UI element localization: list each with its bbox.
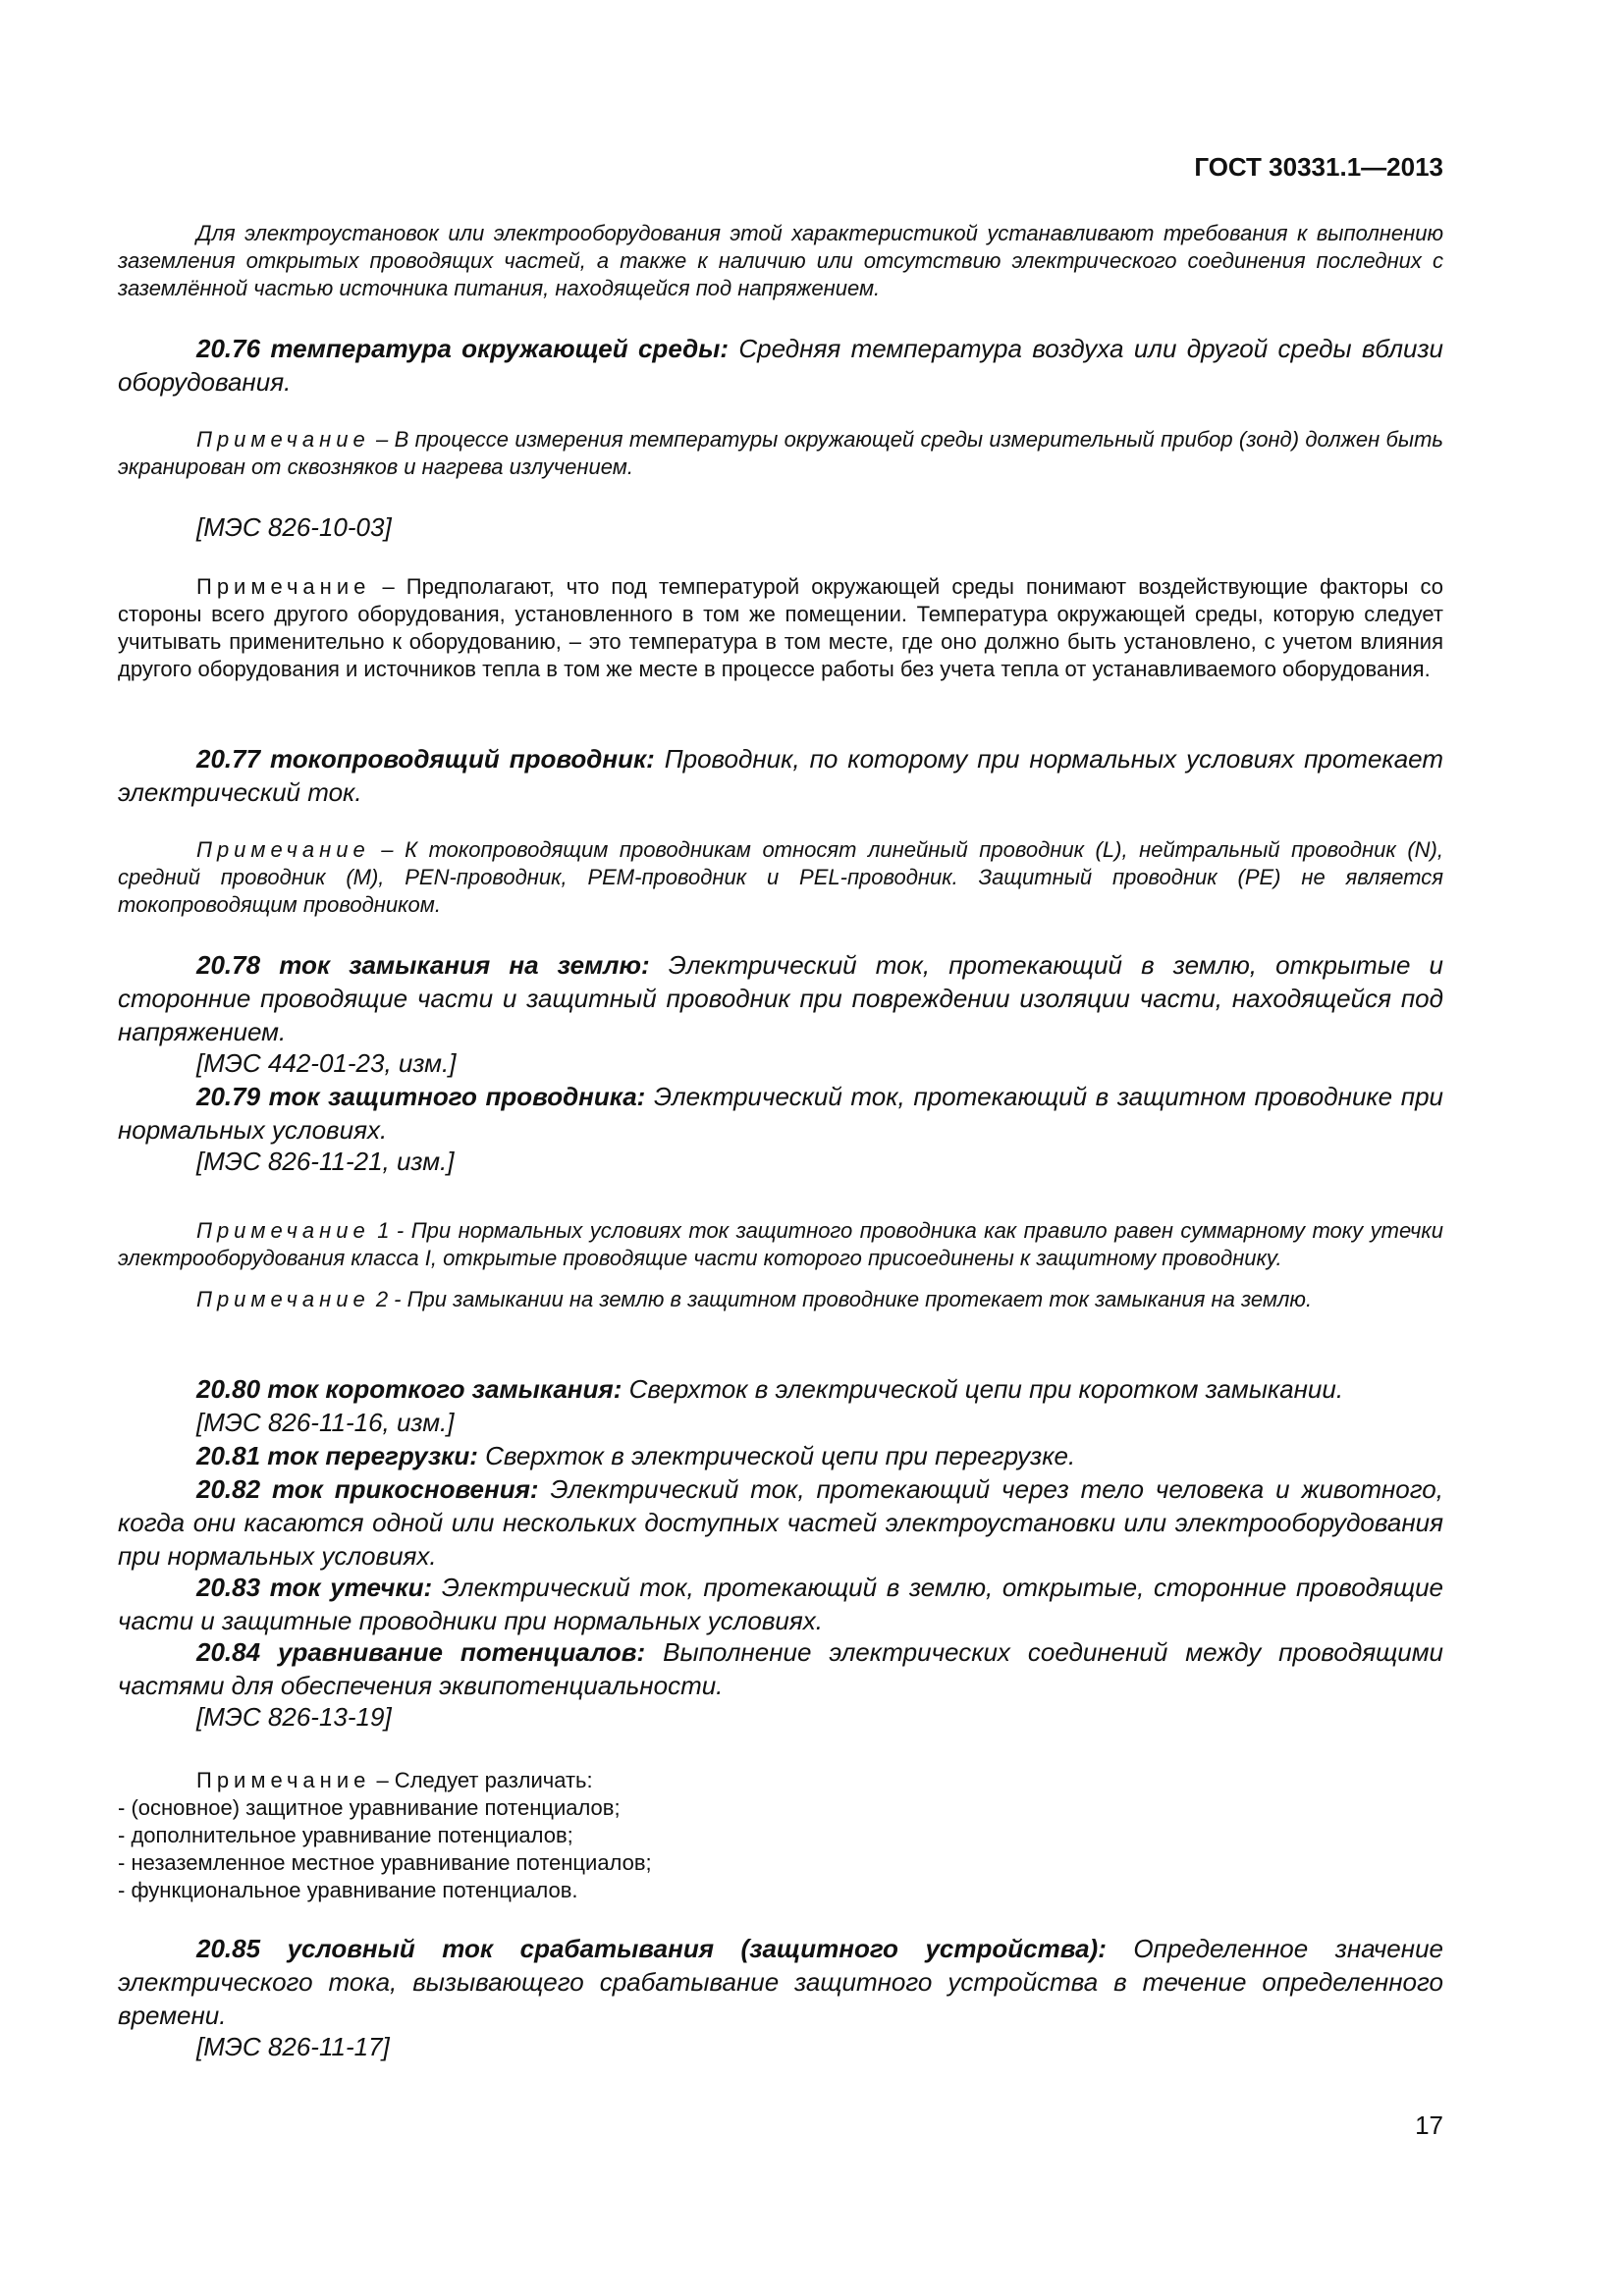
- term-20-77: [118, 742, 1443, 809]
- reference-20-79: [МЭС 826-11-21, изм.]: [196, 1147, 455, 1176]
- term-20-83: [118, 1571, 1443, 1637]
- note-20-84: [118, 1767, 1443, 1904]
- term-20-80-title: 20.80 ток короткого замыкания:: [196, 1374, 623, 1404]
- term-20-81: [118, 1439, 1443, 1472]
- term-20-76: [118, 332, 1443, 399]
- note-20-79-1-text: 1 - При нормальных условиях ток защитного проводника как правило равен суммарному току утечки электрооборудования класса I, открытые проводящие части которого присоединены к защитному проводнику.: [118, 1218, 1443, 1270]
- term-20-84: [118, 1635, 1443, 1702]
- note-label: Примечание: [196, 837, 370, 862]
- note-label: Примечание: [196, 574, 371, 599]
- list-item: - незаземленное местное уравнивание потенциалов;: [118, 1850, 652, 1875]
- term-20-78-definition: Электрический ток, протекающий в землю, открытые и сторонние проводящие части и защитный проводник при повреждении изоляции части, находящейся под напряжением.: [118, 950, 1444, 1046]
- term-20-80: [118, 1372, 1443, 1406]
- term-20-81-title: 20.81 ток перегрузки:: [196, 1441, 478, 1470]
- term-20-82: [118, 1472, 1443, 1573]
- intro-paragraph: Для электроустановок или электрооборудования этой характеристикой устанавливают требования к выполнению заземления открытых проводящих частей, а также к наличию или отсутствию электрического соединения последних с заземлённой частью источника питания, находящейся под напряжением.: [118, 221, 1443, 300]
- note-20-79-1: [118, 1217, 1443, 1272]
- reference-20-76: [МЭС 826-10-03]: [196, 512, 392, 542]
- note-20-76-b: [118, 573, 1443, 683]
- term-20-78: [118, 948, 1443, 1048]
- term-20-84-title: 20.84 уравнивание потенциалов:: [196, 1637, 646, 1667]
- term-20-76-definition: Средняя температура воздуха или другой среды вблизи оборудования.: [118, 334, 1443, 397]
- reference-20-78: [МЭС 442-01-23, изм.]: [196, 1048, 457, 1078]
- document-code: ГОСТ 30331.1—2013: [1194, 152, 1443, 182]
- term-20-85-definition: Определенное значение электрического тока, вызывающего срабатывание защитного устройства в течение определенного времени.: [118, 1934, 1443, 2030]
- note-label: Примечание: [196, 427, 370, 452]
- note-label: Примечание: [196, 1287, 370, 1311]
- note-label: Примечание: [196, 1768, 371, 1792]
- note-20-77-text: – К токопроводящим проводникам относят линейный проводник (L), нейтральный проводник (N), средний проводник (M), PEN-проводник, PEM-проводник и PEL-проводник. Защитный проводник (PE) не является токопроводящим проводником.: [118, 837, 1443, 917]
- term-20-84-definition: Выполнение электрических соединений между проводящими частями для обеспечения эквипотенциальности.: [118, 1637, 1444, 1700]
- term-20-79-definition: Электрический ток, протекающий в защитном проводнике при нормальных условиях.: [118, 1082, 1443, 1145]
- note-20-76-a: [118, 426, 1443, 481]
- page-number: 17: [1415, 2110, 1443, 2140]
- reference-20-80: [МЭС 826-11-16, изм.]: [196, 1408, 455, 1437]
- term-20-83-definition: Электрический ток, протекающий в землю, открытые, сторонние проводящие части и защитные проводники при нормальных условиях.: [118, 1573, 1443, 1635]
- note-label: Примечание: [196, 1218, 370, 1243]
- term-20-78-title: 20.78 ток замыкания на землю:: [196, 950, 650, 980]
- term-20-82-definition: Электрический ток, протекающий через тело человека и животного, когда они касаются одной или нескольких доступных частей электроустановки или электрооборудования при нормальных условиях.: [118, 1474, 1443, 1571]
- term-20-76-title: 20.76 температура окружающей среды:: [196, 334, 730, 363]
- note-20-84-text: – Следует различать:: [370, 1768, 593, 1792]
- note-20-79-2: [118, 1286, 1443, 1313]
- reference-20-85: [МЭС 826-11-17]: [196, 2032, 390, 2061]
- term-20-79: [118, 1080, 1443, 1147]
- term-20-82-title: 20.82 ток прикосновения:: [196, 1474, 539, 1504]
- list-item: - дополнительное уравнивание потенциалов;: [118, 1823, 573, 1847]
- term-20-77-definition: Проводник, по которому при нормальных условиях протекает электрический ток.: [118, 744, 1443, 807]
- note-20-76-a-text: – В процессе измерения температуры окружающей среды измерительный прибор (зонд) должен быть экранирован от сквозняков и нагрева излучением.: [118, 427, 1443, 479]
- note-20-76-b-text: – Предполагают, что под температурой окружающей среды понимают воздействующие факторы со стороны всего другого оборудования, установленного в том же помещении. Температура окружающей среды, которую следует учитывать применительно к оборудованию, – это температура в том месте, где оно должно быть установлено, с учетом влияния другого оборудования и источников тепла в том же месте в процессе работы без учета тепла от устанавливаемого оборудования.: [118, 574, 1443, 681]
- term-20-85-title: 20.85 условный ток срабатывания (защитного устройства):: [196, 1934, 1107, 1963]
- list-item: - (основное) защитное уравнивание потенциалов;: [118, 1795, 621, 1820]
- term-20-85: [118, 1932, 1443, 2032]
- term-20-77-title: 20.77 токопроводящий проводник:: [196, 744, 655, 774]
- term-20-79-title: 20.79 ток защитного проводника:: [196, 1082, 646, 1111]
- list-item: - функциональное уравнивание потенциалов.: [118, 1878, 578, 1902]
- note-20-84-intro: [118, 1767, 1443, 1794]
- term-20-81-definition: Сверхток в электрической цепи при перегрузке.: [477, 1441, 1076, 1470]
- reference-20-84: [МЭС 826-13-19]: [196, 1702, 392, 1732]
- note-20-77: [118, 836, 1443, 919]
- term-20-80-definition: Сверхток в электрической цепи при коротком замыкании.: [622, 1374, 1344, 1404]
- term-20-83-title: 20.83 ток утечки:: [196, 1573, 433, 1602]
- note-20-79-2-text: 2 - При замыкании на землю в защитном проводнике протекает ток замыкания на землю.: [369, 1287, 1313, 1311]
